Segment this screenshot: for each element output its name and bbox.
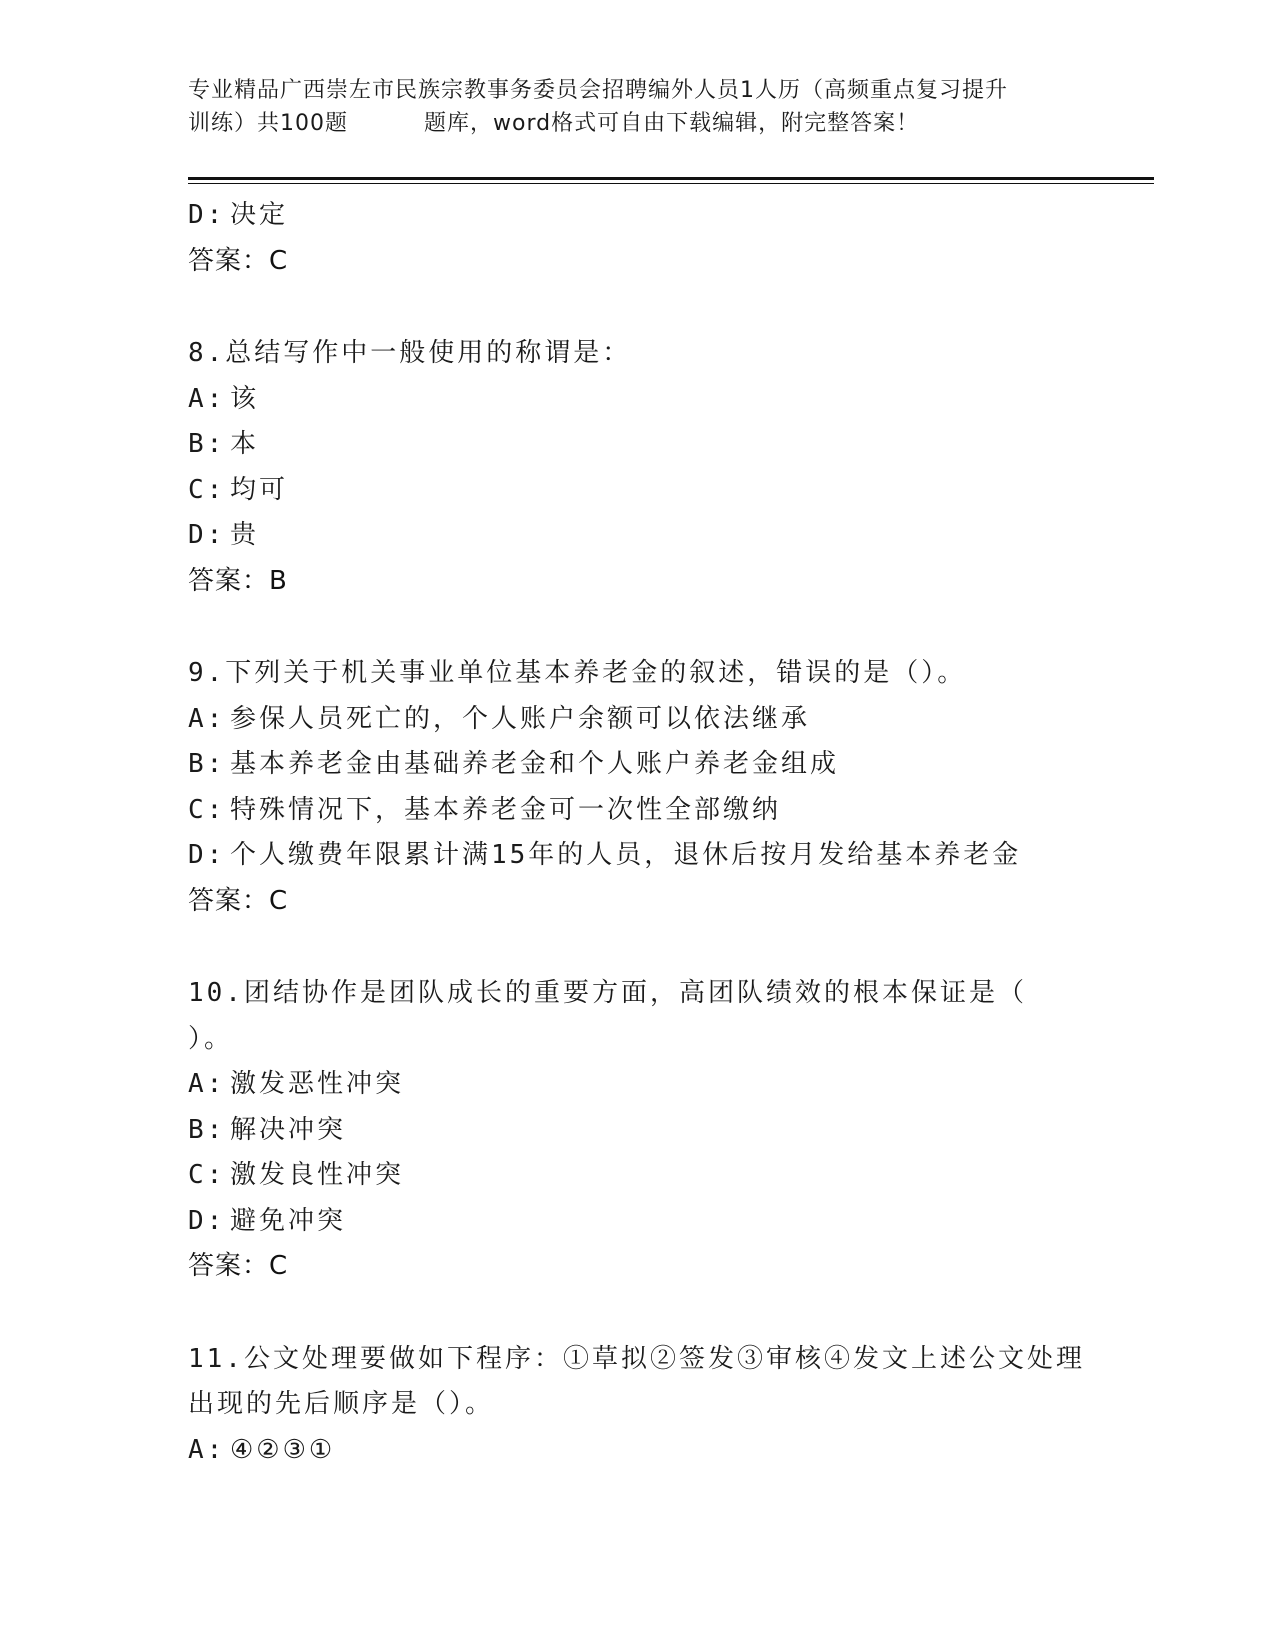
question-11-text-line2: 出现的先后顺序是（）。	[188, 1389, 495, 1419]
header-divider-thick	[188, 177, 1154, 180]
q8-option-c	[188, 468, 1088, 514]
q10-option-c	[188, 1153, 1088, 1199]
q8-option-a	[188, 377, 1088, 423]
q8-option-d	[188, 513, 1088, 559]
q9-option-c	[188, 788, 1088, 834]
header-gap	[348, 107, 424, 140]
question-content	[188, 193, 1088, 1473]
q8-answer: 答案：B	[188, 565, 288, 596]
option-text: 特殊情况下，基本养老金可一次性全部缴纳	[230, 794, 782, 825]
q10-option-d	[188, 1199, 1088, 1245]
q10-option-b	[188, 1108, 1088, 1154]
option-key: A:	[188, 703, 226, 734]
option-text: 贵	[230, 520, 260, 550]
option-text: ④②③①	[230, 1434, 336, 1465]
option-text: 决定	[230, 200, 289, 230]
q9-option-b	[188, 742, 1088, 788]
header-title-line1: 专业精品广西崇左市民族宗教事务委员会招聘编外人员1人历（高频重点复习提升	[188, 78, 1008, 103]
question-spacer	[188, 284, 1088, 331]
option-text: 解决冲突	[230, 1114, 347, 1145]
option-key: D:	[188, 1205, 226, 1236]
q9-option-d	[188, 833, 1088, 879]
option-text: 基本养老金由基础养老金和个人账户养老金组成	[230, 749, 840, 779]
question-8-text: 8.总结写作中一般使用的称谓是：	[188, 338, 632, 368]
answer-line: 答案：C	[188, 245, 289, 276]
header-title-line2-left: 训练）共100题	[188, 111, 348, 136]
question-spacer	[188, 924, 1088, 971]
header-title-line2	[188, 107, 1088, 140]
option-key: A:	[188, 1434, 226, 1465]
option-key: D:	[188, 840, 226, 870]
question-10-text-line2: ）。	[188, 1023, 234, 1054]
page-header	[188, 74, 1088, 140]
option-text: 避免冲突	[230, 1205, 347, 1236]
option-text: 激发恶性冲突	[230, 1069, 405, 1099]
option-key: A:	[188, 383, 226, 414]
q9-answer: 答案：C	[188, 885, 289, 916]
option-text: 均可	[230, 474, 289, 505]
option-key: C:	[188, 794, 226, 825]
option-text: 本	[230, 429, 260, 459]
q10-option-a	[188, 1062, 1088, 1108]
option-text: 激发良性冲突	[230, 1160, 405, 1190]
option-text: 该	[230, 383, 260, 414]
question-spacer	[188, 1290, 1088, 1337]
option-key: B:	[188, 749, 226, 779]
option-key: B:	[188, 429, 226, 459]
option-text: 个人缴费年限累计满15年的人员，退休后按月发给基本养老金	[230, 840, 1022, 870]
option-text: 参保人员死亡的，个人账户余额可以依法继承	[230, 703, 811, 734]
q11-option-a	[188, 1428, 1088, 1474]
q10-answer: 答案：C	[188, 1251, 289, 1281]
option-key: D:	[188, 520, 226, 550]
option-d	[188, 193, 1088, 239]
question-9-text: 9.下列关于机关事业单位基本养老金的叙述，错误的是（）。	[188, 658, 967, 688]
option-key: D:	[188, 200, 226, 230]
header-divider-thin	[188, 183, 1154, 184]
question-spacer	[188, 604, 1088, 651]
question-10-text-line1: 10.团结协作是团队成长的重要方面，高团队绩效的根本保证是（	[188, 978, 1027, 1008]
header-title-line2-right: 题库，word格式可自由下载编辑，附完整答案！	[424, 111, 920, 136]
q9-option-a	[188, 697, 1088, 743]
option-key: C:	[188, 474, 226, 505]
option-key: B:	[188, 1114, 226, 1145]
question-11-text-line1: 11.公文处理要做如下程序：①草拟②签发③审核④发文上述公文处理	[188, 1343, 1085, 1374]
q8-option-b	[188, 422, 1088, 468]
option-key: A:	[188, 1069, 226, 1099]
option-key: C:	[188, 1160, 226, 1190]
